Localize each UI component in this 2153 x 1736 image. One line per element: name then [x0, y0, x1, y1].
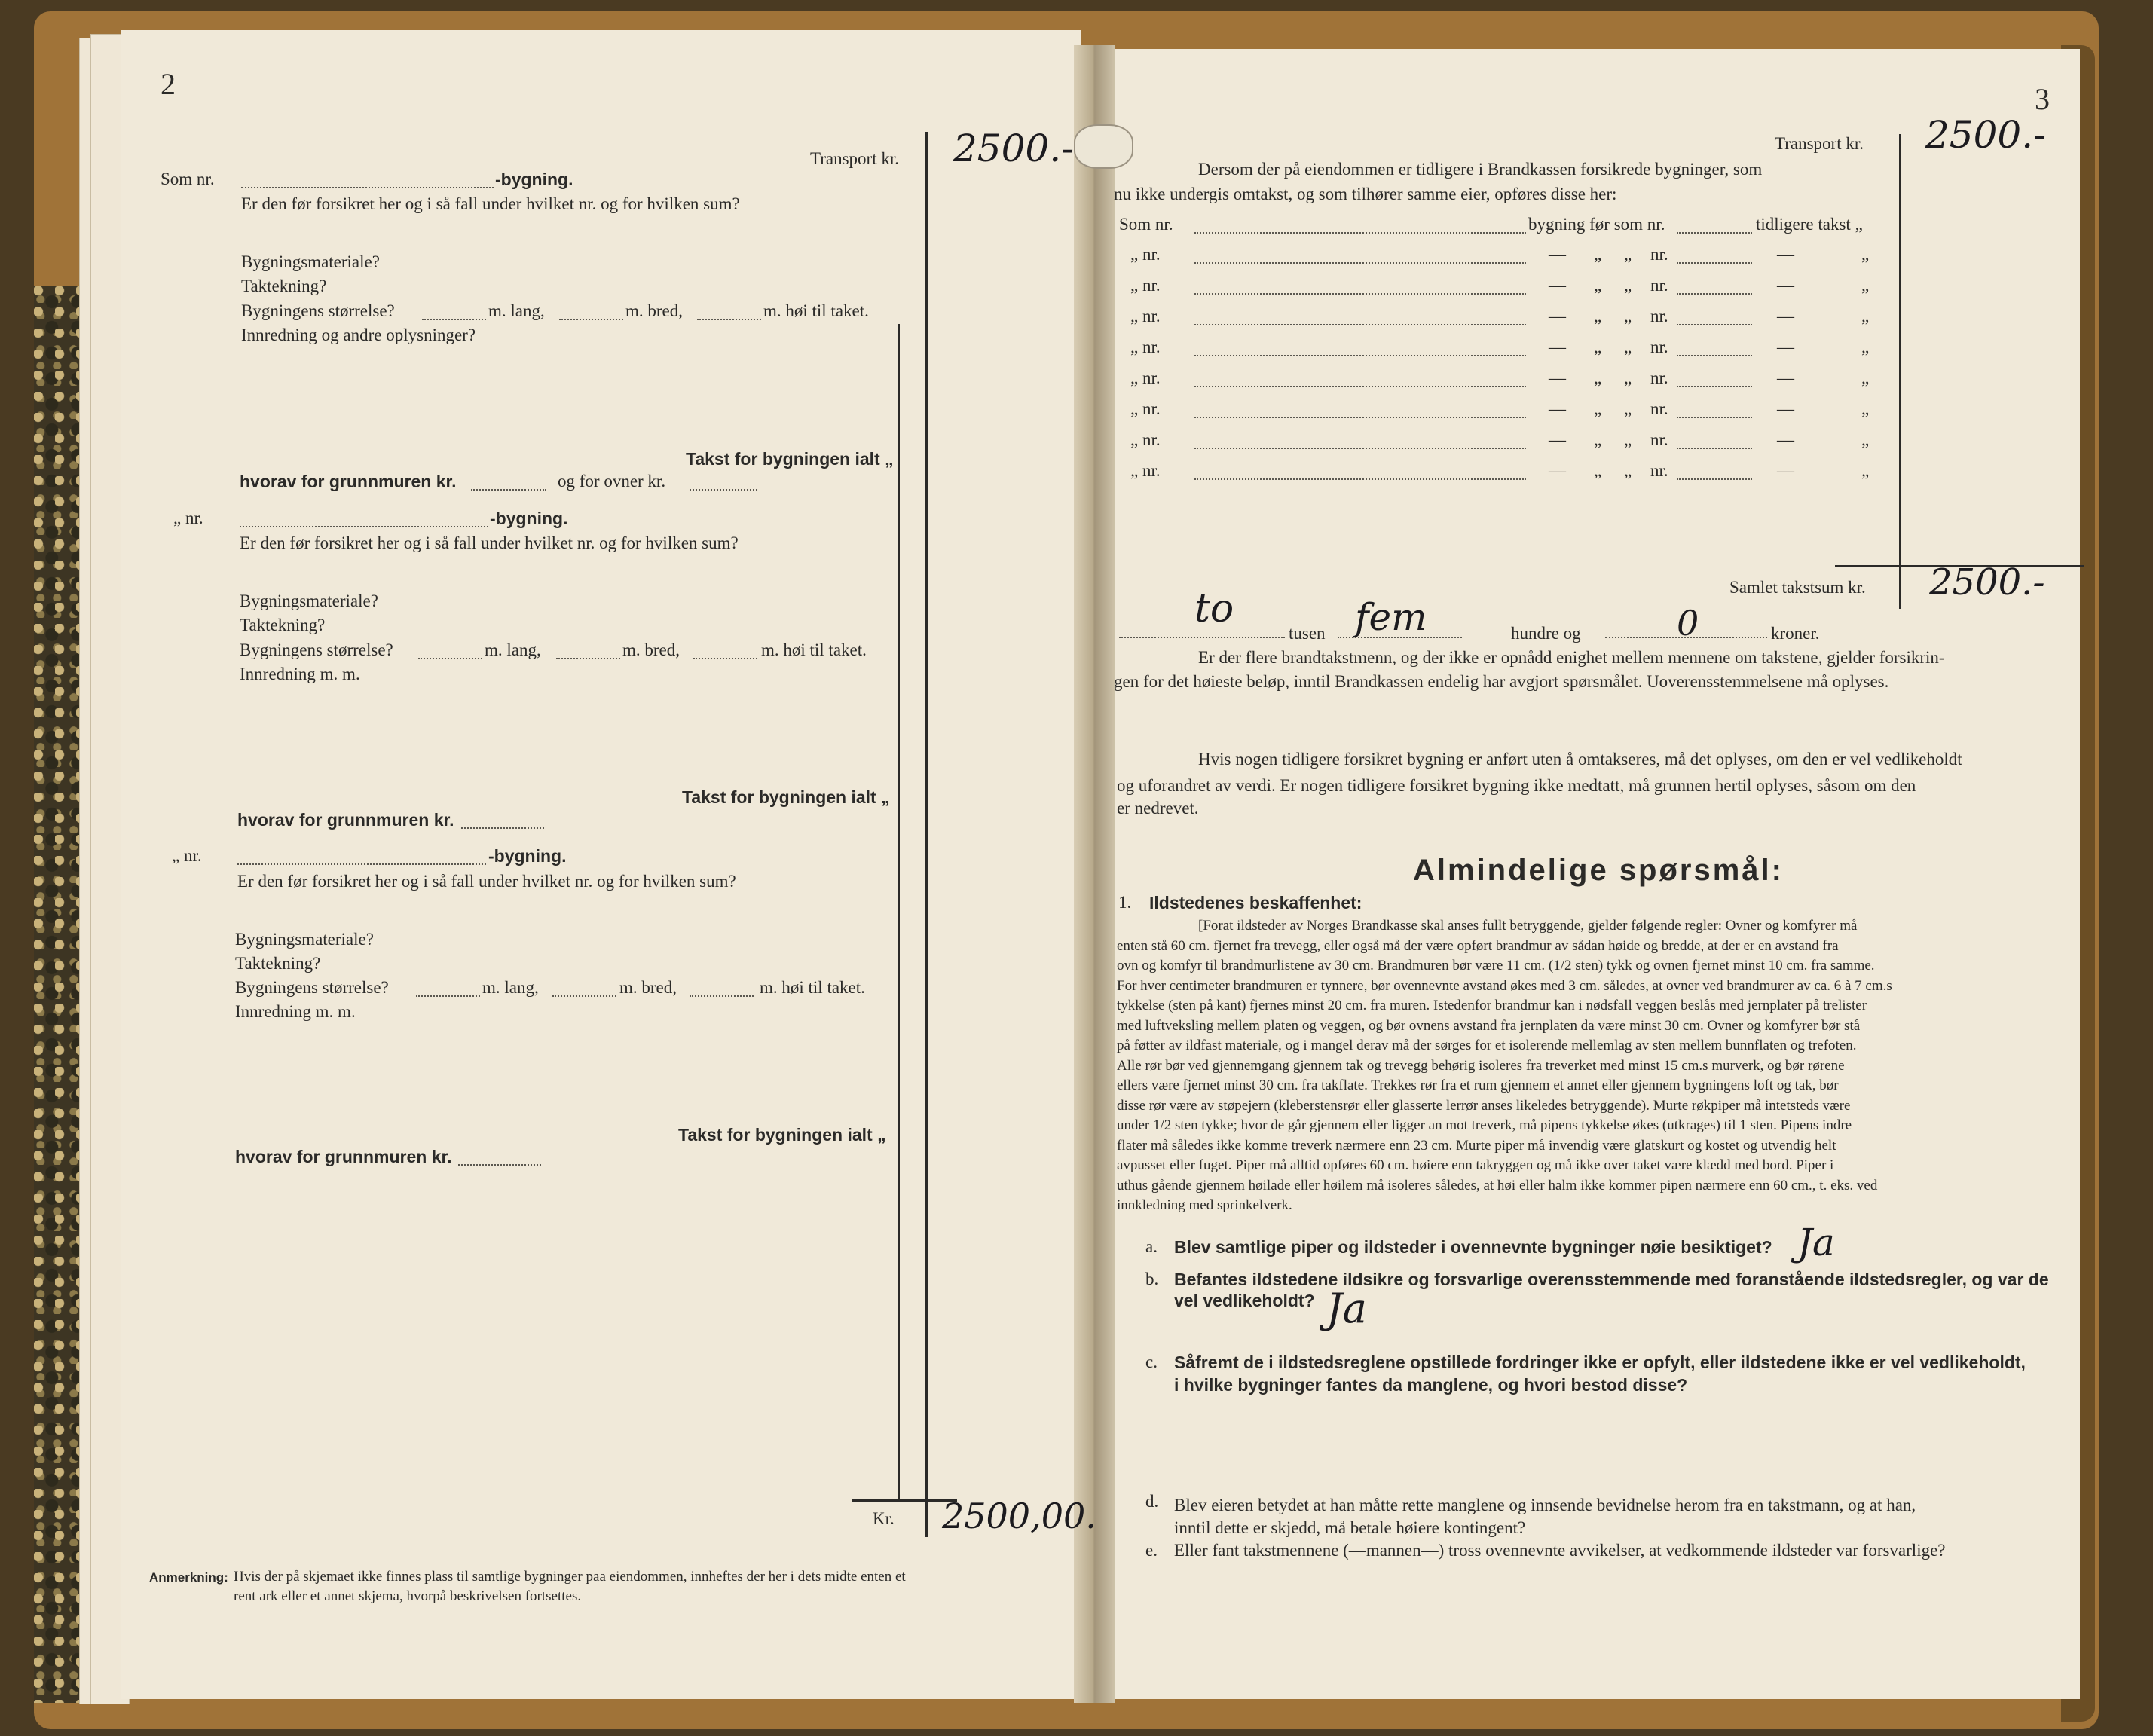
block3-dotline — [237, 863, 486, 865]
question-b-answer: Ja — [1326, 1285, 1367, 1332]
prior-row-nr: nr. — [1650, 368, 1668, 387]
prior-row-mark: „ — [1861, 368, 1870, 387]
amount-ones: 0 — [1677, 603, 1699, 643]
note-line1: Hvis der på skjemaet ikke finnes plass til samtlige bygninger paa eiendommen, innheftes der her i dets midte enten et — [234, 1569, 906, 1585]
question-d-text1: Blev eieren betydet at han måtte rette manglene og innsende bevidnelse herom fra en takstmann, og at han, — [1174, 1496, 1916, 1514]
prior-row-dots — [1194, 417, 1526, 418]
block1-lang-dots — [559, 319, 623, 320]
note-label: Anmerkning: — [149, 1570, 228, 1585]
block1-dotline — [241, 187, 494, 188]
rules-line: disse rør være av støpejern (kleberstensrør eller glasserte lerrør anses likeledes betryggende). Murte røkpiper må intetsteds være — [1117, 1097, 1851, 1114]
question-d-text2: inntil dette er skjedd, må betale høiere kontingent? — [1174, 1518, 1526, 1537]
block1-bygning: -bygning. — [495, 170, 573, 189]
rules-line: [Forat ildsteder av Norges Brandkasse skal anses fullt betryggende, gjelder følgende regler: Ovner og komfyrer må — [1198, 918, 1858, 934]
question-e-label: e. — [1145, 1541, 1158, 1560]
prior-row-mark: „ — [1594, 430, 1602, 449]
prior-row-dots — [1194, 448, 1526, 449]
kroner-label: kroner. — [1771, 624, 1820, 643]
rules-line: enten stå 60 cm. fjernet fra trevegg, eller også må der være opført brandmur av sådan høide og bredde, at der er en avstand fra — [1117, 937, 1839, 954]
block3-prefix: „ nr. — [172, 846, 202, 865]
prior-row-dash: — — [1777, 430, 1794, 449]
block1-lang: m. lang, — [488, 301, 545, 320]
prior-row-mark: „ — [1861, 430, 1870, 449]
block1-ovner: og for ovner kr. — [558, 472, 666, 491]
block3-takst: Takst for bygningen ialt „ — [678, 1125, 886, 1145]
rules-line: innkledning med sprinkelverk. — [1117, 1197, 1292, 1213]
page-number-left: 2 — [161, 67, 176, 101]
block2-size: Bygningens størrelse? — [240, 640, 393, 659]
block2-question: Er den før forsikret her og i så fall under hvilket nr. og for hvilken sum? — [240, 533, 739, 552]
prior-row-dots2 — [1677, 262, 1752, 264]
para2-line2: og uforandret av verdi. Er nogen tidligere forsikret bygning ikke medtatt, må grunnen hertil oplyses, såsom om den — [1117, 776, 1916, 795]
prior-row-dots2 — [1677, 293, 1752, 295]
block1-hoi: m. høi til taket. — [763, 301, 869, 320]
amount-dots1 — [1119, 637, 1285, 638]
page-number-right: 3 — [2035, 82, 2050, 116]
prior-row-prefix: „ nr. — [1130, 338, 1161, 356]
prior-row-nr: nr. — [1650, 430, 1668, 449]
para2-line3: er nedrevet. — [1117, 799, 1199, 818]
block2-dotline — [240, 526, 488, 527]
prior-row-dots — [1194, 262, 1526, 264]
prior-row-nr: nr. — [1650, 307, 1668, 326]
prior-row-dash: — — [1777, 368, 1794, 387]
rules-line: ellers være fjernet minst 30 cm. fra takflate. Trekkes rør fra et rum gjennem et annet eller gjennem bygningens loft og tak, bør — [1117, 1077, 1839, 1093]
amount-thousands: to — [1194, 586, 1234, 631]
prior-row-mark: „ — [1594, 276, 1602, 295]
prior-row-dots — [1194, 293, 1526, 295]
intro-line2: nu ikke undergis omtakst, og som tilhører samme eier, opføres disse her: — [1114, 185, 1617, 203]
prior-row-dash: — — [1777, 245, 1794, 264]
prior-row-dots — [1194, 355, 1526, 356]
section-title: Ildstedenes beskaffenhet: — [1149, 893, 1362, 912]
para2-line1: Hvis nogen tidligere forsikret bygning er anført uten å omtakseres, må det oplyses, om den er vel vedlikeholdt — [1198, 750, 1962, 769]
prior-row-dash: — — [1549, 368, 1566, 387]
right-column-line — [1899, 134, 1901, 609]
total-label-left: Kr. — [873, 1509, 895, 1528]
transport-value-left: 2500.- — [953, 127, 1075, 170]
rules-line: under 1/2 sten tykke; hvor de går gjennem eller ligger an mot treverk, må pipens tykkelse økes (utkrages) til 1 sten. Pipens indre — [1117, 1117, 1852, 1133]
question-e-text: Eller fant takstmennene (—mannen—) tross ovennevnte avvikelser, at vedkommende ildsteder var forsvarlige? — [1174, 1541, 1946, 1560]
hundre-og-label: hundre og — [1511, 624, 1581, 643]
para1-line1: Er der flere brandtakstmenn, og der ikke er opnådd enighet mellem mennene om takstene, gjelder forsikrin- — [1198, 648, 1945, 667]
prior-row-prefix: „ nr. — [1130, 307, 1161, 326]
prior-row-dash: — — [1777, 338, 1794, 356]
rules-line: uthus gående gjennem høilade eller høilem må isoleres således, at høi eller halm ikke kommer pipen nærmere enn 60 cm., t. eks. ved — [1117, 1177, 1878, 1194]
prior-row-mark: „ — [1861, 338, 1870, 356]
samlet-label: Samlet takstsum kr. — [1729, 578, 1866, 597]
rules-line: flater må således ikke komme treverk nærmere enn 23 cm. Murte piper må invendig være glatskurt og kostet og utvendig helt — [1117, 1137, 1836, 1154]
prior-row-dots — [1194, 478, 1526, 480]
prior-row-dots2 — [1677, 324, 1752, 326]
prior-row-dash: — — [1549, 276, 1566, 295]
prior-row-mark: „ — [1624, 245, 1632, 264]
block3-question: Er den før forsikret her og i så fall under hvilket nr. og for hvilken sum? — [237, 872, 736, 891]
prior-row-mark: „ — [1624, 338, 1632, 356]
prior-row-mark: „ — [1624, 430, 1632, 449]
left-column-line-inner — [898, 324, 900, 1499]
prior-row-prefix: „ nr. — [1130, 399, 1161, 418]
prior-row-dots — [1194, 232, 1526, 234]
block1-inredning: Innredning og andre oplysninger? — [241, 326, 476, 344]
prior-row-dots2 — [1677, 386, 1752, 387]
prior-row-prefix: „ nr. — [1130, 461, 1161, 480]
question-b-text2: vel vedlikeholdt? — [1174, 1291, 1315, 1310]
prior-row-mark: „ — [1861, 276, 1870, 295]
prior-row-nr: nr. — [1650, 338, 1668, 356]
prior-row-dots2 — [1677, 355, 1752, 356]
question-a-label: a. — [1145, 1237, 1158, 1256]
block1-roof: Taktekning? — [241, 277, 327, 295]
block3-hvorav-dots — [458, 1164, 541, 1166]
left-column-line — [925, 132, 928, 1537]
tusen-label: tusen — [1289, 624, 1326, 643]
prior-row-dots — [1194, 386, 1526, 387]
block3-bygning: -bygning. — [488, 846, 567, 866]
rules-line: For hver centimeter brandmuren er tynnere, bør ovennevnte avstand økes med 3 cm. således, at ovner ved brandmurer av ca. 6 à 7 cm.s — [1117, 977, 1892, 994]
transport-label-right: Transport kr. — [1775, 134, 1864, 153]
block2-takst: Takst for bygningen ialt „ — [682, 787, 890, 807]
block1-takst: Takst for bygningen ialt „ — [686, 449, 894, 469]
total-rule — [852, 1499, 957, 1502]
samlet-value: 2500.- — [1929, 561, 2045, 604]
block2-hvorav: hvorav for grunnmuren kr. — [237, 810, 454, 830]
rules-line: med luftveksling mellem platen og veggen, og bør ovnens avstand fra jernplaten da være minst 30 cm. Ovner og komfyrer bør stå — [1117, 1017, 1861, 1034]
prior-row-mark: „ — [1594, 368, 1602, 387]
question-c-text2: i hvilke bygninger fantes da manglene, og hvori bestod disse? — [1174, 1375, 1688, 1395]
block3-size: Bygningens størrelse? — [235, 978, 389, 997]
block3-bred-dots — [690, 995, 754, 997]
binding-thread — [1074, 124, 1133, 169]
question-c-text1: Såfremt de i ildstedsreglene opstillede fordringer ikke er opfylt, eller ildstedene ikke er vel vedlikeholdt, — [1174, 1352, 2026, 1372]
prior-row-dash: — — [1549, 461, 1566, 480]
prior-row-mark: „ — [1861, 245, 1870, 264]
prior-row-dots — [1194, 324, 1526, 326]
block1-material: Bygningsmateriale? — [241, 252, 380, 271]
general-questions-heading: Almindelige spørsmål: — [1413, 854, 1784, 887]
prior-row-mark: „ — [1861, 399, 1870, 418]
question-a-text: Blev samtlige piper og ildsteder i ovennevnte bygninger nøie besiktiget? — [1174, 1237, 1772, 1257]
prior-row-tidligere: tidligere takst „ — [1756, 215, 1863, 234]
rules-line: avpusset eller fuget. Piper må alltid opføres 60 cm. høiere enn takryggen og må ikke over taket være klædd med bord. Piper i — [1117, 1157, 1834, 1173]
prior-row-prefix: „ nr. — [1130, 245, 1161, 264]
block3-hvorav: hvorav for grunnmuren kr. — [235, 1147, 452, 1166]
prior-row-dots2 — [1677, 448, 1752, 449]
block3-material: Bygningsmateriale? — [235, 930, 374, 949]
block2-bred: m. bred, — [622, 640, 680, 659]
prior-row-nr: nr. — [1650, 461, 1668, 480]
rules-line: Alle rør bør ved gjennemgang gjennem tak og trevegg behørig isoleres fra treverket med minst 15 cm.s murverk, og bør rørene — [1117, 1057, 1845, 1074]
block1-size-dots — [422, 319, 486, 320]
prior-row-dash: — — [1549, 338, 1566, 356]
prior-row-mark: „ — [1624, 461, 1632, 480]
question-b-label: b. — [1145, 1270, 1159, 1288]
prior-row-prefix: „ nr. — [1130, 368, 1161, 387]
section-number: 1. — [1118, 893, 1132, 912]
transport-label-left: Transport kr. — [810, 149, 899, 168]
prior-row-som: Som nr. — [1119, 215, 1173, 234]
prior-row-mark: „ — [1861, 307, 1870, 326]
block1-size: Bygningens størrelse? — [241, 301, 395, 320]
block3-lang: m. lang, — [482, 978, 539, 997]
block1-hvorav: hvorav for grunnmuren kr. — [240, 472, 457, 491]
rules-line: på føtter av ildfast materiale, og i mangel derav må der sørges for et isolerende mellemlag av sten mellem bunnflaten og trefoten. — [1117, 1038, 1857, 1053]
prior-row-dash: — — [1549, 399, 1566, 418]
prior-row-mark: „ — [1594, 245, 1602, 264]
block2-hvorav-dots — [461, 827, 544, 829]
block2-material: Bygningsmateriale? — [240, 591, 378, 610]
block2-bred-dots — [693, 658, 757, 659]
block1-prefix: Som nr. — [161, 170, 215, 188]
block3-bred: m. bred, — [619, 978, 677, 997]
prior-row-nr: nr. — [1650, 276, 1668, 295]
prior-row-mark: „ — [1594, 461, 1602, 480]
prior-row-nr: nr. — [1650, 399, 1668, 418]
prior-row-bygning: bygning før som nr. — [1528, 215, 1665, 234]
block1-bred-dots — [697, 319, 761, 320]
prior-row-dots2 — [1677, 417, 1752, 418]
prior-row-prefix: „ nr. — [1130, 276, 1161, 295]
prior-row-dash: — — [1777, 276, 1794, 295]
block2-lang-dots — [556, 658, 620, 659]
note-line2: rent ark eller et annet skjema, hvorpå beskrivelsen fortsettes. — [234, 1588, 582, 1604]
question-a-answer: Ja — [1797, 1221, 1835, 1264]
question-c-label: c. — [1145, 1352, 1158, 1371]
prior-row-mark: „ — [1594, 399, 1602, 418]
block2-roof: Taktekning? — [240, 616, 326, 634]
question-b-text1: Befantes ildstedene ildsikre og forsvarlige overensstemmende med foranstående ildstedsregler, og var de — [1174, 1270, 2049, 1289]
para1-line2: gen for det høieste beløp, inntil Brandkassen endelig har avgjort spørsmålet. Uoverensstemmelsene må oplyses. — [1114, 672, 1889, 691]
prior-row-dots2 — [1677, 478, 1752, 480]
prior-row-mark: „ — [1624, 307, 1632, 326]
block3-size-dots — [416, 995, 480, 997]
block2-prefix: „ nr. — [173, 509, 203, 527]
block1-ovner-dots — [690, 489, 757, 491]
block2-inredning: Innredning m. m. — [240, 665, 360, 683]
book-gutter — [1074, 45, 1115, 1703]
prior-row-dash: — — [1549, 307, 1566, 326]
total-value-left: 2500,00. — [942, 1496, 1096, 1536]
prior-row-nr: nr. — [1650, 245, 1668, 264]
block1-question: Er den før forsikret her og i så fall under hvilket nr. og for hvilken sum? — [241, 194, 740, 213]
block3-roof: Taktekning? — [235, 954, 321, 973]
block2-lang: m. lang, — [485, 640, 541, 659]
question-d-label: d. — [1145, 1492, 1159, 1511]
prior-row-dash: — — [1549, 245, 1566, 264]
block2-size-dots — [418, 658, 482, 659]
prior-row-mark: „ — [1594, 307, 1602, 326]
block1-bred: m. bred, — [625, 301, 684, 320]
prior-row-mark: „ — [1624, 276, 1632, 295]
prior-row-dash: — — [1549, 430, 1566, 449]
block3-inredning: Innredning m. m. — [235, 1002, 356, 1021]
block3-lang-dots — [552, 995, 616, 997]
prior-row-dash: — — [1777, 399, 1794, 418]
prior-row-mark: „ — [1624, 368, 1632, 387]
prior-row-dash: — — [1777, 307, 1794, 326]
intro-line1: Dersom der på eiendommen er tidligere i Brandkassen forsikrede bygninger, som — [1198, 160, 1763, 179]
rules-line: tykkelse (sten på kant) fjernes minst 20 cm. fra muren. Istedenfor brandmur kan i nødsfall veggen beslås med jernplater på trelister — [1117, 998, 1867, 1013]
prior-row-dash: — — [1777, 461, 1794, 480]
amount-hundreds: fem — [1355, 595, 1427, 639]
prior-row-mark: „ — [1861, 461, 1870, 480]
prior-row-prefix: „ nr. — [1130, 430, 1161, 449]
block3-hoi: m. høi til taket. — [760, 978, 865, 997]
prior-row-mark: „ — [1594, 338, 1602, 356]
block2-hoi: m. høi til taket. — [761, 640, 867, 659]
block1-hvorav-dots — [471, 489, 546, 491]
transport-value-right: 2500.- — [1925, 113, 2047, 157]
rules-line: ovn og komfyr til brandmurlistene av 30 cm. Brandmuren bør være 11 cm. (1/2 sten) tykk og ovnen fjernet minst 10 cm. fra samme. — [1117, 958, 1875, 973]
prior-row-mark: „ — [1624, 399, 1632, 418]
block2-bygning: -bygning. — [490, 509, 568, 528]
prior-row-dots2 — [1677, 232, 1752, 234]
